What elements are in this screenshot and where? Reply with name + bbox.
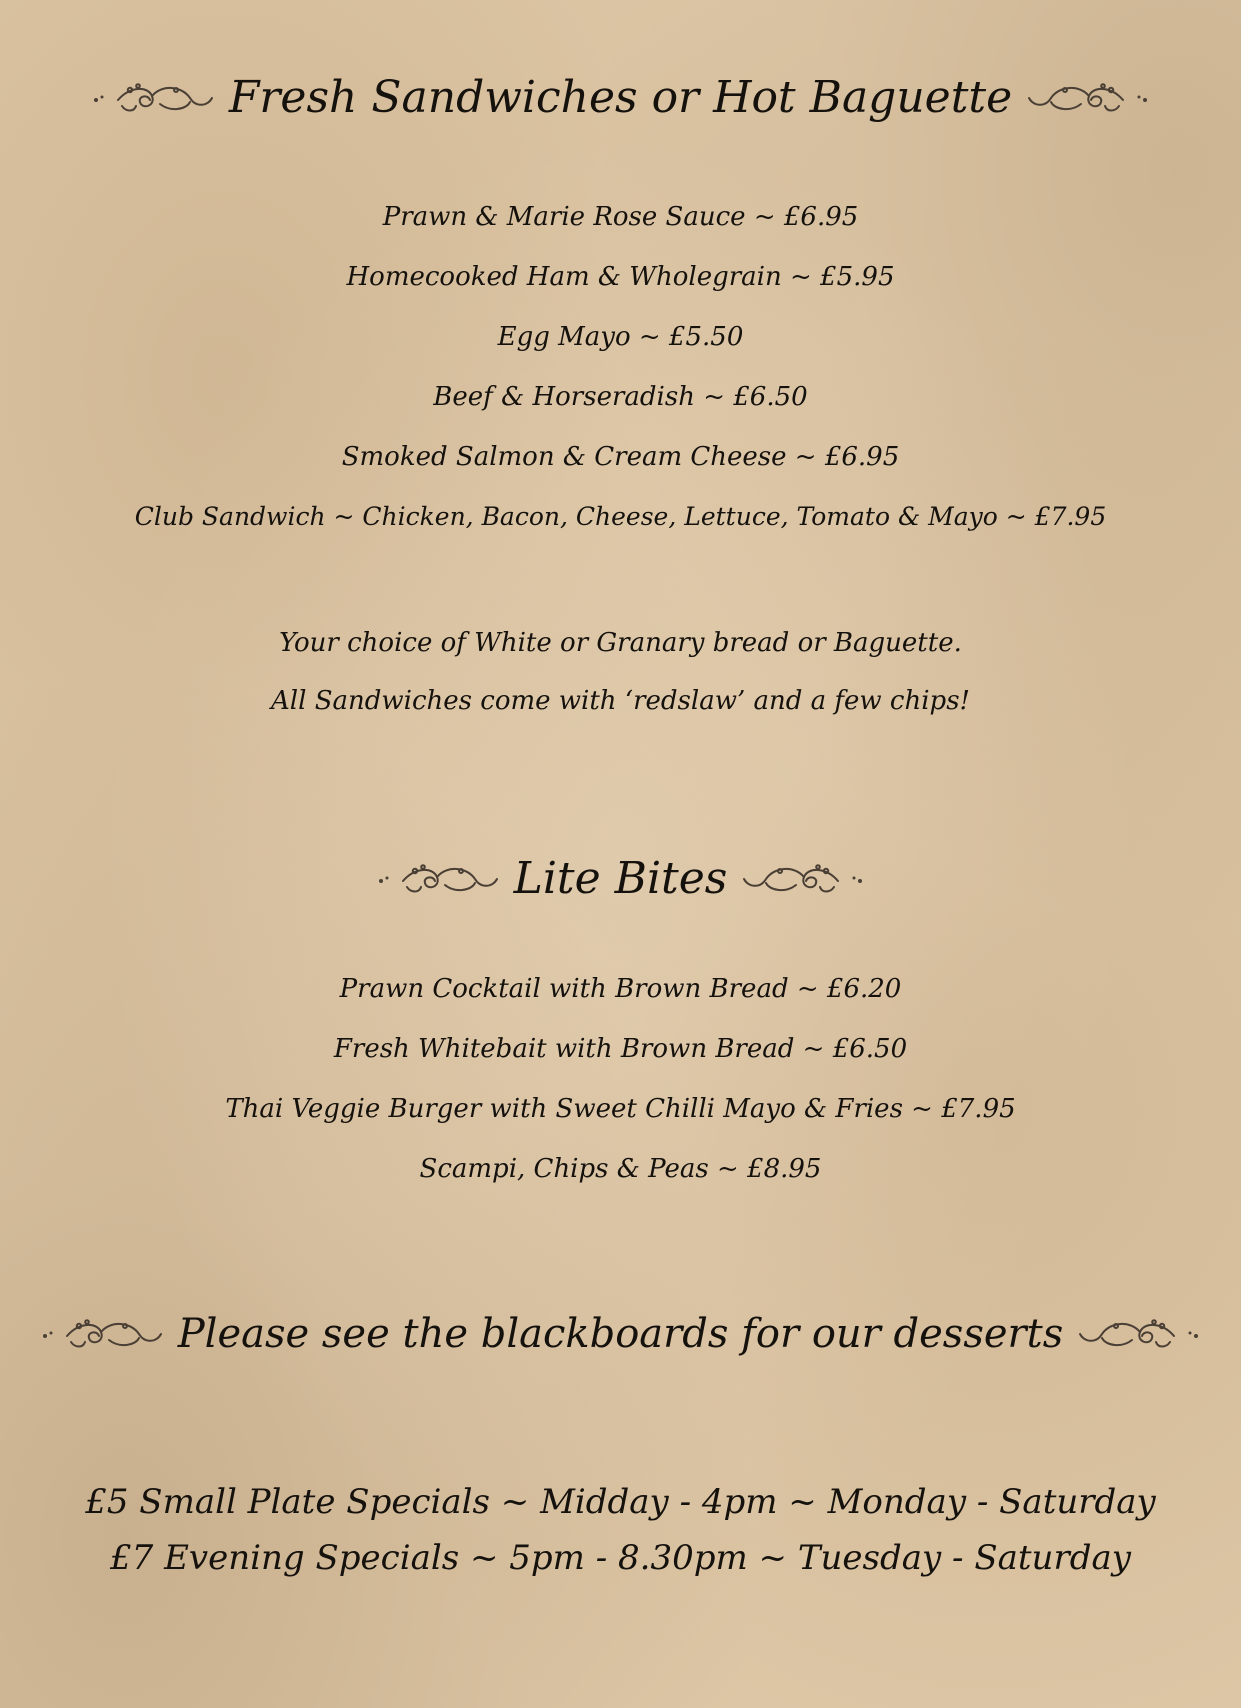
menu-item: Scampi, Chips & Peas ~ £8.95 — [419, 1154, 822, 1184]
chips-note: All Sandwiches come with ‘redslaw’ and a few chips! — [271, 686, 970, 716]
flourish-left-icon — [90, 76, 215, 120]
small-plate-specials: £5 Small Plate Specials ~ Midday - 4pm ~ Monday - Saturday — [85, 1482, 1156, 1522]
lite-bites-heading — [0, 853, 1241, 904]
sandwiches-title: Fresh Sandwiches or Hot Baguette — [228, 72, 1013, 123]
menu-item: Homecooked Ham & Wholegrain ~ £5.95 — [346, 262, 895, 292]
menu-item: Beef & Horseradish ~ £6.50 — [433, 382, 808, 412]
menu-item: Smoked Salmon & Cream Cheese ~ £6.95 — [341, 442, 900, 472]
desserts-title: Please see the blackboards for our desserts — [177, 1311, 1064, 1357]
menu-item: Fresh Whitebait with Brown Bread ~ £6.50 — [333, 1034, 908, 1064]
menu-item: Thai Veggie Burger with Sweet Chilli Mayo & Fries ~ £7.95 — [225, 1094, 1016, 1124]
lite-bites-title: Lite Bites — [513, 853, 728, 904]
sandwiches-heading — [0, 72, 1241, 123]
evening-specials: £7 Evening Specials ~ 5pm - 8.30pm ~ Tuesday - Saturday — [110, 1538, 1131, 1578]
flourish-right-icon — [741, 857, 866, 901]
flourish-left-icon — [39, 1312, 164, 1356]
flourish-right-icon — [1026, 76, 1151, 120]
menu-item: Club Sandwich ~ Chicken, Bacon, Cheese, Lettuce, Tomato & Mayo ~ £7.95 — [134, 502, 1107, 531]
menu-item: Prawn & Marie Rose Sauce ~ £6.95 — [382, 202, 859, 232]
menu-item: Prawn Cocktail with Brown Bread ~ £6.20 — [339, 974, 902, 1004]
desserts-heading — [0, 1311, 1241, 1357]
bread-choice-note: Your choice of White or Granary bread or Baguette. — [279, 628, 962, 658]
flourish-right-icon — [1077, 1312, 1202, 1356]
flourish-left-icon — [375, 857, 500, 901]
menu-item: Egg Mayo ~ £5.50 — [497, 322, 744, 352]
